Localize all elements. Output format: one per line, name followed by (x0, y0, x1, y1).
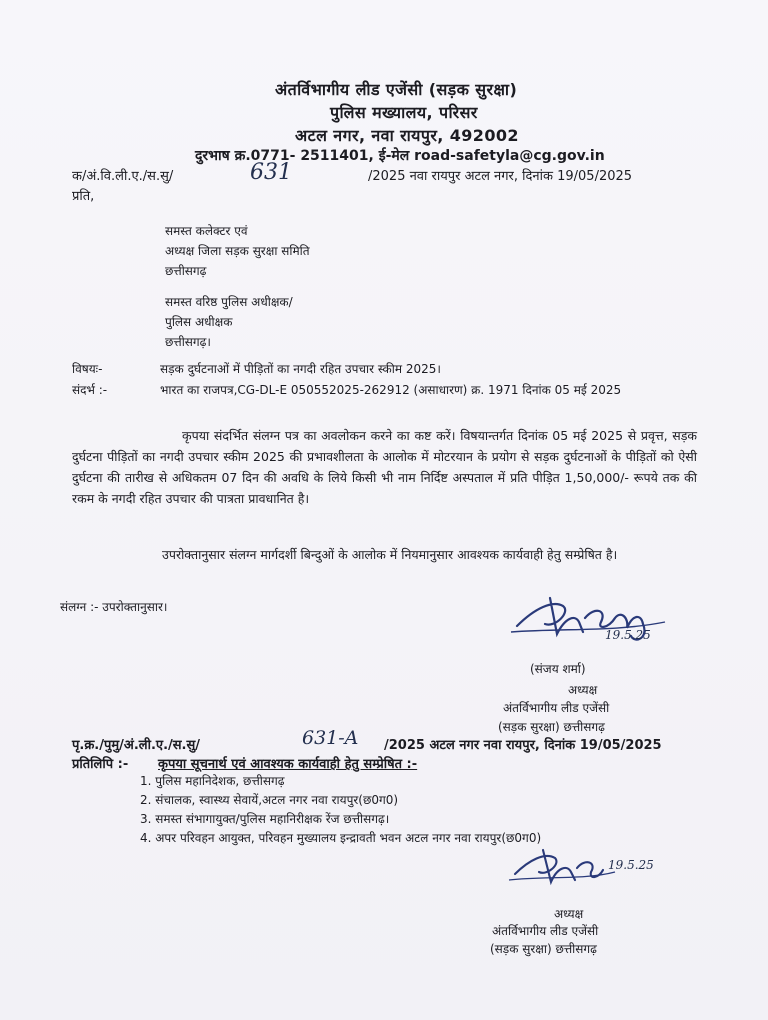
addressee-line: समस्त कलेक्टर एवं (165, 224, 248, 238)
addressee-line: छत्तीसगढ़। (165, 335, 211, 349)
body-paragraph-2: उपरोक्तानुसार संलग्न मार्गदर्शी बिन्दुओं के आलोक में नियमानुसार आवश्यक कार्यवाही हेतु सम्प्रेषित है। (162, 547, 618, 562)
endorsement-number-handwritten: 631-A (302, 727, 359, 749)
header-hq: पुलिस मख्यालय, परिसर (330, 103, 478, 122)
reference-label: संदर्भ :- (72, 383, 108, 397)
reference-text: भारत का राजपत्र,CG-DL-E 050552025-262912 (असाधारण) क्र. 1971 दिनांक 05 मई 2025 (160, 383, 622, 397)
copy-label: प्रतिलिपि :- (72, 757, 129, 772)
endorsement-prefix: पृ.क्र./पुमु/अं.ली.ए./स.सु/ (72, 738, 201, 753)
enclosure-note: संलग्न :- उपरोक्तानुसार। (60, 600, 168, 614)
body-paragraph-1: कृपया संदर्भित संलग्न पत्र का अवलोकन करने का कष्ट करें। विषयान्तर्गत दिनांक 05 मई 2025 से प्रवृत्त, सड़क दुर्घटना पीड़ितों का नगदी उपचार स्कीम 2025 की प्रभावशीलता के आलोक में मोटरयान के प्रयोग से सड़क दुर्घटनाओं के पीड़ितों को ऐसी दुर्घटना की तारीख से अधिकतम 07 दिन की अवधि के लिये किसी भी नाम निर्दिष्ट अस्पताल में प्रति पीड़ित 1,50,000/- रूपये तक की रकम के नगदी रहित उपचार की पात्रता प्रावधानित है। (72, 428, 697, 506)
signatory-name: (संजय शर्मा) (530, 662, 586, 676)
ref-prefix: क/अं.वि.ली.ए./स.सु/ (72, 169, 174, 184)
ref-date: /2025 नवा रायपुर अटल नगर, दिनांक 19/05/2025 (368, 169, 633, 184)
addressee-line: समस्त वरिष्ठ पुलिस अधीक्षक/ (165, 295, 293, 309)
addressee-block-collectors (165, 221, 310, 281)
copy-recipient-item: 2. संचालक, स्वास्थ्य सेवायें,अटल नगर नवा रायपुर(छ0ग0) (140, 793, 399, 807)
salutation: प्रति, (72, 189, 95, 204)
signatory-2-office-state: (सड़क सुरक्षा) छत्तीसगढ़ (490, 942, 597, 956)
header-address: अटल नगर, नवा रायपुर, 492002 (295, 126, 519, 145)
header-contact: दुरभाष क्र.0771- 2511401, ई-मेल road-safetyla@cg.gov.in (195, 148, 605, 164)
subject-text: सड़क दुर्घटनाओं में पीड़ितों का नगदी रहित उपचार स्कीम 2025। (160, 362, 441, 376)
signature-2-image (505, 842, 625, 894)
addressee-line: छत्तीसगढ़ (165, 264, 207, 278)
header-agency: अंतर्विभागीय लीड एजेंसी (सड़क सुरक्षा) (275, 80, 518, 99)
copy-instruction: कृपया सूचनार्थ एवं आवश्यक कार्यवाही हेतु सम्प्रेषित :- (158, 757, 418, 772)
copy-recipient-item: 3. समस्त संभागायुक्त/पुलिस महानिरीक्षक रेंज छत्तीसगढ़। (140, 812, 390, 826)
addressee-line: पुलिस अधीक्षक (165, 315, 233, 329)
signatory-2-office: अंतर्विभागीय लीड एजेंसी (492, 924, 599, 938)
signature-2-date: 19.5.25 (608, 858, 654, 872)
ref-number-handwritten: 631 (250, 160, 292, 185)
signature-1-date: 19.5.25 (605, 628, 651, 642)
signatory-office: अंतर्विभागीय लीड एजेंसी (503, 701, 610, 715)
copy-recipient-list (140, 772, 541, 848)
endorsement-date: /2025 अटल नगर नवा रायपुर, दिनांक 19/05/2025 (384, 738, 662, 753)
signatory-designation: अध्यक्ष (568, 683, 598, 697)
subject-label: विषयः- (72, 362, 103, 376)
addressee-line: अध्यक्ष जिला सड़क सुरक्षा समिति (165, 244, 310, 258)
copy-recipient-item: 1. पुलिस महानिदेशक, छत्तीसगढ़ (140, 774, 285, 788)
copy-recipient-item: 4. अपर परिवहन आयुक्त, परिवहन मुख्यालय इन्द्रावती भवन अटल नगर नवा रायपुर(छ0ग0) (140, 831, 542, 845)
signatory-2-designation: अध्यक्ष (554, 907, 584, 921)
signatory-office-state: (सड़क सुरक्षा) छत्तीसगढ़ (498, 720, 605, 734)
addressee-block-police (165, 292, 293, 352)
